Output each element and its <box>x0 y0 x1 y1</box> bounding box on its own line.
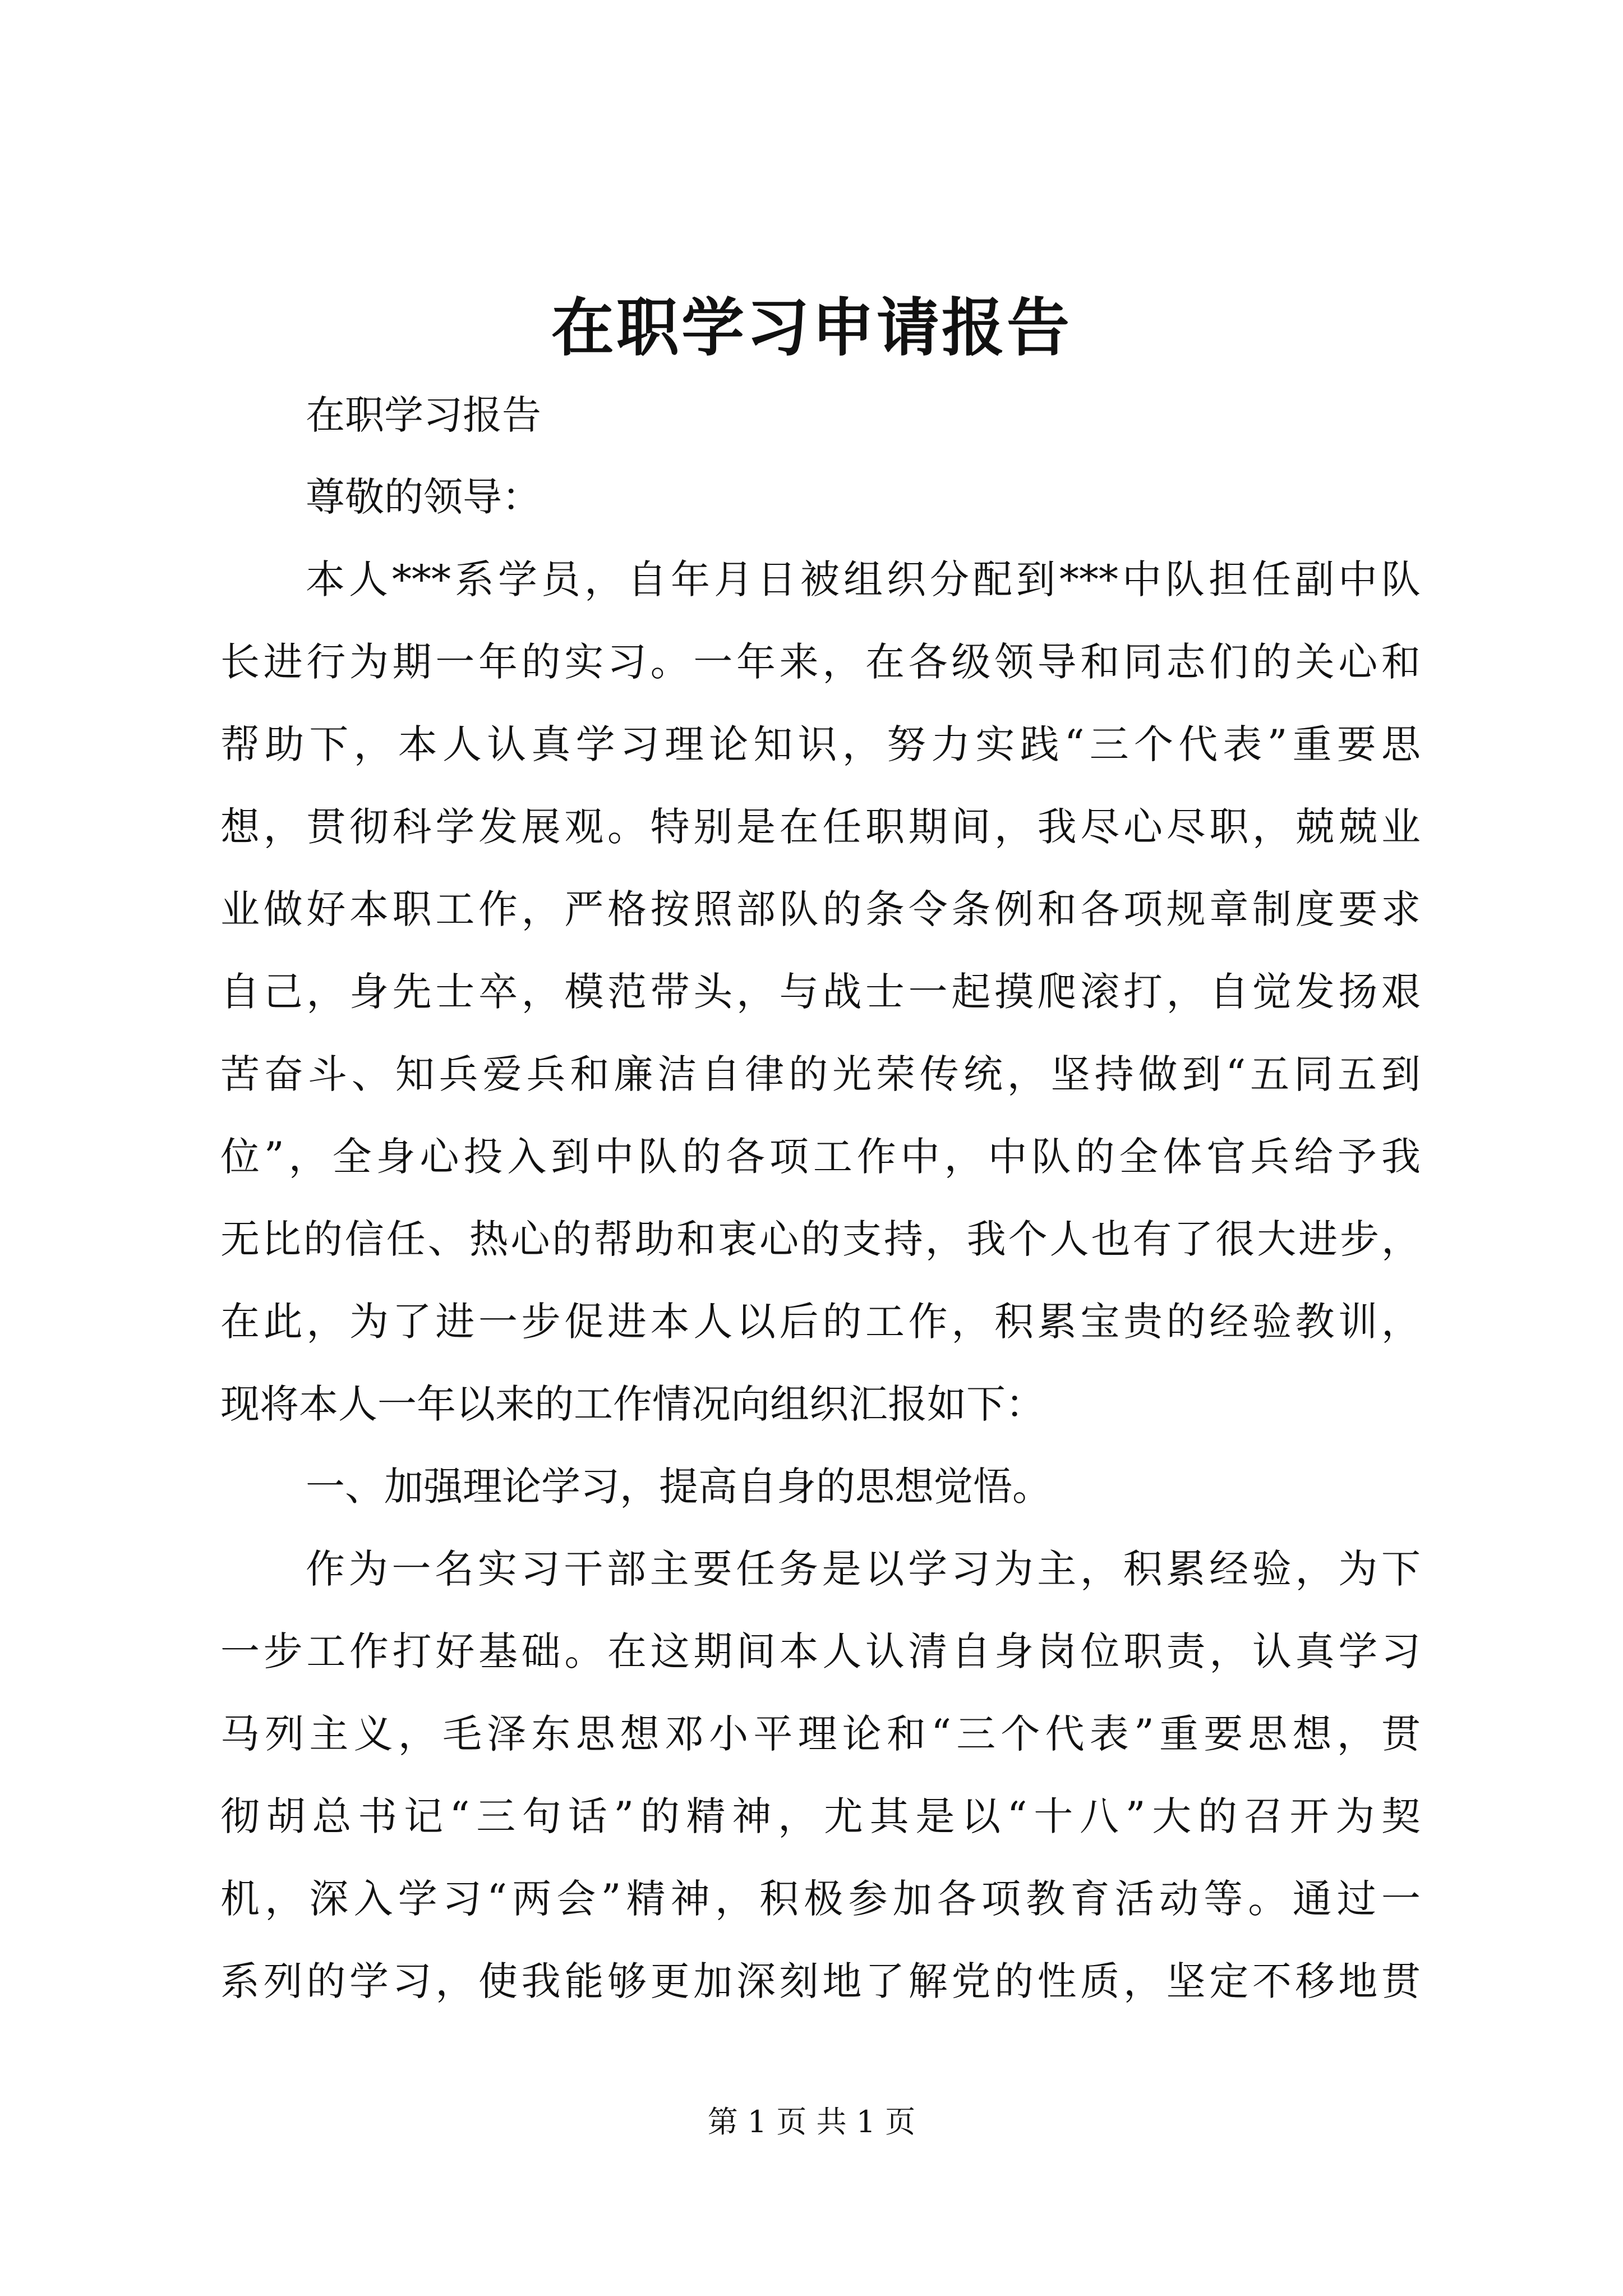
page-footer: 第 1 页 共 1 页 <box>707 2104 916 2139</box>
body-line: 系列的学习，使我能够更加深刻地了解党的性质，坚定不移地贯 <box>220 1958 1421 2004</box>
body-line: 长进行为期一年的实习。一年来，在各级领导和同志们的关心和 <box>220 639 1421 685</box>
body-line: 帮助下，本人认真学习理论知识，努力实践“三个代表”重要思 <box>220 721 1421 767</box>
document-title: 在职学习申请报告 <box>551 291 1072 365</box>
body-line: 作为一名实习干部主要任务是以学习为主，积累经验，为下 <box>306 1546 1421 1592</box>
body-line: 现将本人一年以来的工作情况向组织汇报如下： <box>220 1381 1045 1427</box>
body-line: 机，深入学习“两会”精神，积极参加各项教育活动等。通过一 <box>220 1876 1421 1922</box>
document-subtitle: 在职学习报告 <box>306 392 541 438</box>
salutation: 尊敬的领导： <box>306 474 541 520</box>
body-line: 自己，身先士卒，模范带头，与战士一起摸爬滚打，自觉发扬艰 <box>220 969 1421 1015</box>
body-line: 想，贯彻科学发展观。特别是在任职期间，我尽心尽职，兢兢业 <box>220 804 1421 850</box>
section-heading: 一、加强理论学习，提高自身的思想觉悟。 <box>306 1464 1052 1510</box>
body-line: 本人***系学员，自年月日被组织分配到***中队担任副中队 <box>306 556 1421 602</box>
body-line: 苦奋斗、知兵爱兵和廉洁自律的光荣传统，坚持做到“五同五到 <box>220 1051 1421 1097</box>
body-line: 业做好本职工作，严格按照部队的条令条例和各项规章制度要求 <box>220 886 1421 932</box>
body-line: 彻胡总书记“三句话”的精神，尤其是以“十八”大的召开为契 <box>220 1793 1421 1839</box>
body-line: 无比的信任、热心的帮助和衷心的支持，我个人也有了很大进步， <box>220 1216 1421 1262</box>
body-line: 在此，为了进一步促进本人以后的工作，积累宝贵的经验教训， <box>220 1299 1421 1345</box>
body-line: 位”，全身心投入到中队的各项工作中，中队的全体官兵给予我 <box>220 1134 1421 1180</box>
body-line: 一步工作打好基础。在这期间本人认清自身岗位职责，认真学习 <box>220 1628 1421 1674</box>
body-line: 马列主义，毛泽东思想邓小平理论和“三个代表”重要思想，贯 <box>220 1711 1421 1757</box>
